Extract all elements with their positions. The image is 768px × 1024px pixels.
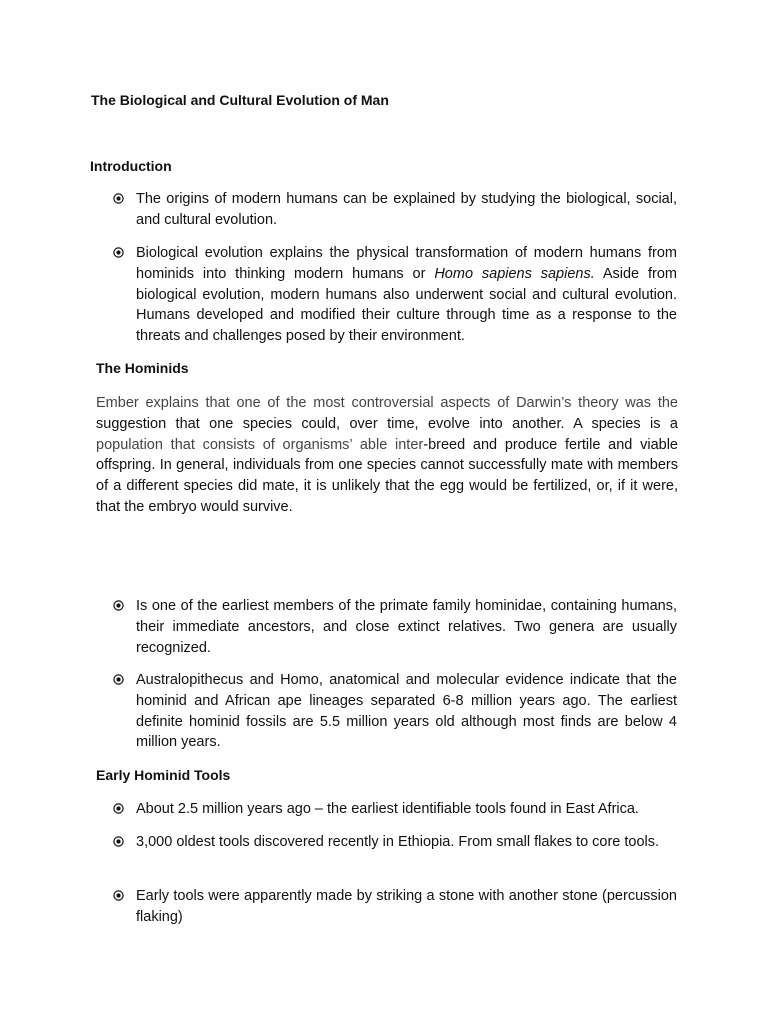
bullet-text: Biological evolution explains the physical transformation of modern humans from hominids into thinking modern humans or Homo sapiens sapiens. Aside from biological evolution, modern humans also underwent social and cultural evolution. Humans developed and modified their culture through time as a response to the threats and challenges posed by their environment. bbox=[136, 245, 678, 345]
species-name: Homo sapiens sapiens. bbox=[434, 265, 595, 282]
circled-dot-bullet-icon bbox=[113, 247, 124, 258]
list-item bbox=[113, 832, 677, 853]
bullet-text: About 2.5 million years ago – the earliest identifiable tools found in East Africa. bbox=[136, 801, 639, 817]
circled-dot-bullet-icon bbox=[113, 890, 124, 901]
bullet-text: Early tools were apparently made by striking a stone with another stone (percussion flaking) bbox=[136, 888, 677, 925]
list-item bbox=[113, 886, 677, 928]
heading-introduction: Introduction bbox=[90, 158, 172, 174]
list-item bbox=[113, 243, 677, 347]
bullet-text: Is one of the earliest members of the primate family hominidae, containing humans, their immediate ancestors, and close extinct relatives. Two genera are usually recognized. bbox=[136, 598, 677, 656]
list-item bbox=[113, 596, 677, 658]
bullet-text: Australopithecus and Homo, anatomical and molecular evidence indicate that the hominid and African ape lineages separated 6-8 million years ago. The earliest definite hominid fossils are 5.5 million years old although most finds are below 4 million years. bbox=[136, 672, 677, 751]
circled-dot-bullet-icon bbox=[113, 674, 124, 685]
circled-dot-bullet-icon bbox=[113, 803, 124, 814]
list-item bbox=[113, 799, 677, 820]
bullet-text: The origins of modern humans can be explained by studying the biological, social, and cultural evolution. bbox=[136, 191, 677, 228]
circled-dot-bullet-icon bbox=[113, 193, 124, 204]
list-item bbox=[113, 189, 677, 231]
hominids-paragraph: Ember explains that one of the most controversial aspects of Darwin’s theory was the suggestion that one species could, over time, evolve into another. A species is a population that consists of organisms’ able inter-breed and produce fertile and viable offspring. In general, individuals from one species cannot successfully mate with members of a different species did mate, it is unlikely that the egg would be fertilized, or, if it were, that the embryo would survive. bbox=[96, 395, 678, 515]
heading-early-hominid-tools: Early Hominid Tools bbox=[96, 767, 231, 783]
circled-dot-bullet-icon bbox=[113, 836, 124, 847]
list-item bbox=[113, 670, 677, 753]
circled-dot-bullet-icon bbox=[113, 600, 124, 611]
heading-the-hominids: The Hominids bbox=[96, 360, 189, 376]
bullet-text: 3,000 oldest tools discovered recently in Ethiopia. From small flakes to core tools. bbox=[136, 834, 660, 850]
document-title: The Biological and Cultural Evolution of Man bbox=[91, 92, 389, 108]
